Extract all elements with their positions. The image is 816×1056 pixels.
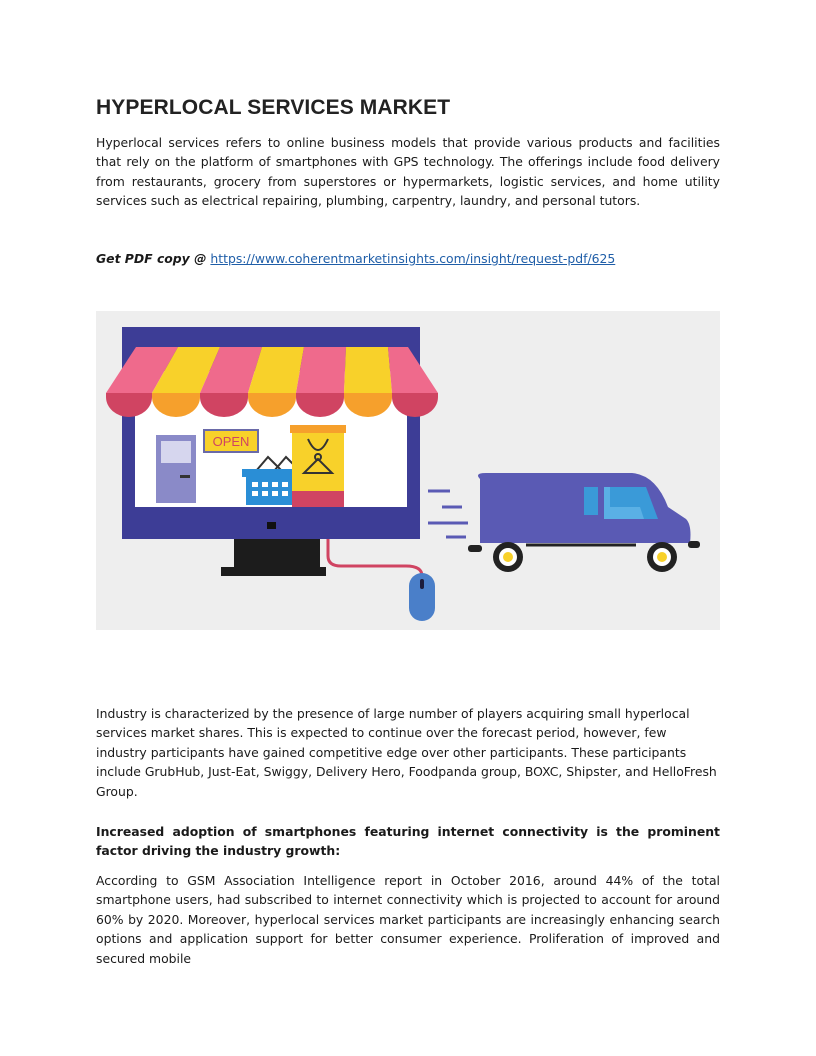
section-heading: Increased adoption of smartphones featuring internet connectivity is the prominent factor driving the industry growth: xyxy=(96,824,720,859)
pdf-request-line xyxy=(96,251,615,266)
speed-lines xyxy=(428,491,468,537)
page-title: HYPERLOCAL SERVICES MARKET xyxy=(96,96,451,119)
hyperlocal-illustration xyxy=(96,311,720,630)
pdf-request-link[interactable]: https://www.coherentmarketinsights.com/insight/request-pdf/625 xyxy=(210,251,616,266)
shop-delivery-illustration xyxy=(96,311,720,630)
clothes-package-icon xyxy=(290,425,346,507)
mouse-icon xyxy=(409,573,435,621)
awning xyxy=(106,347,438,417)
gsm-paragraph: According to GSM Association Intelligence report in October 2016, around 44% of the total smartphone users, had subscribed to internet connectivity which is projected to account for around 60% by 2020. Moreover, hyperlocal services market participants are increasingly enhancing search options and application support for better consumer experience. Proliferation of improved and secured mobile xyxy=(96,873,720,966)
monitor-stand xyxy=(234,539,320,569)
open-sign-text: OPEN xyxy=(212,434,250,449)
monitor-base xyxy=(221,567,326,576)
intro-paragraph: Hyperlocal services refers to online business models that provide various products and facilities that rely on the platform of smartphones with GPS technology. The offerings include food delivery from restaurants, grocery from superstores or hypermarkets, logistic services, and home utility services such as electrical repairing, plumbing, carpentry, laundry, and personal tutors. xyxy=(96,135,720,209)
monitor-power-dot xyxy=(267,522,276,529)
industry-paragraph: Industry is characterized by the presence of large number of players acquiring small hyperlocal services market shares. This is expected to continue over the forecast period, however, few industry participants have gained competitive edge over other participants. These participants include GrubHub, Just-Eat, Swiggy, Delivery Hero, Foodpanda group, BOXC, Shipster, and HelloFresh Group. xyxy=(96,706,717,799)
delivery-van-icon xyxy=(468,473,700,572)
pdf-label: Get PDF copy @ xyxy=(96,251,207,266)
mouse-cable xyxy=(328,539,422,576)
